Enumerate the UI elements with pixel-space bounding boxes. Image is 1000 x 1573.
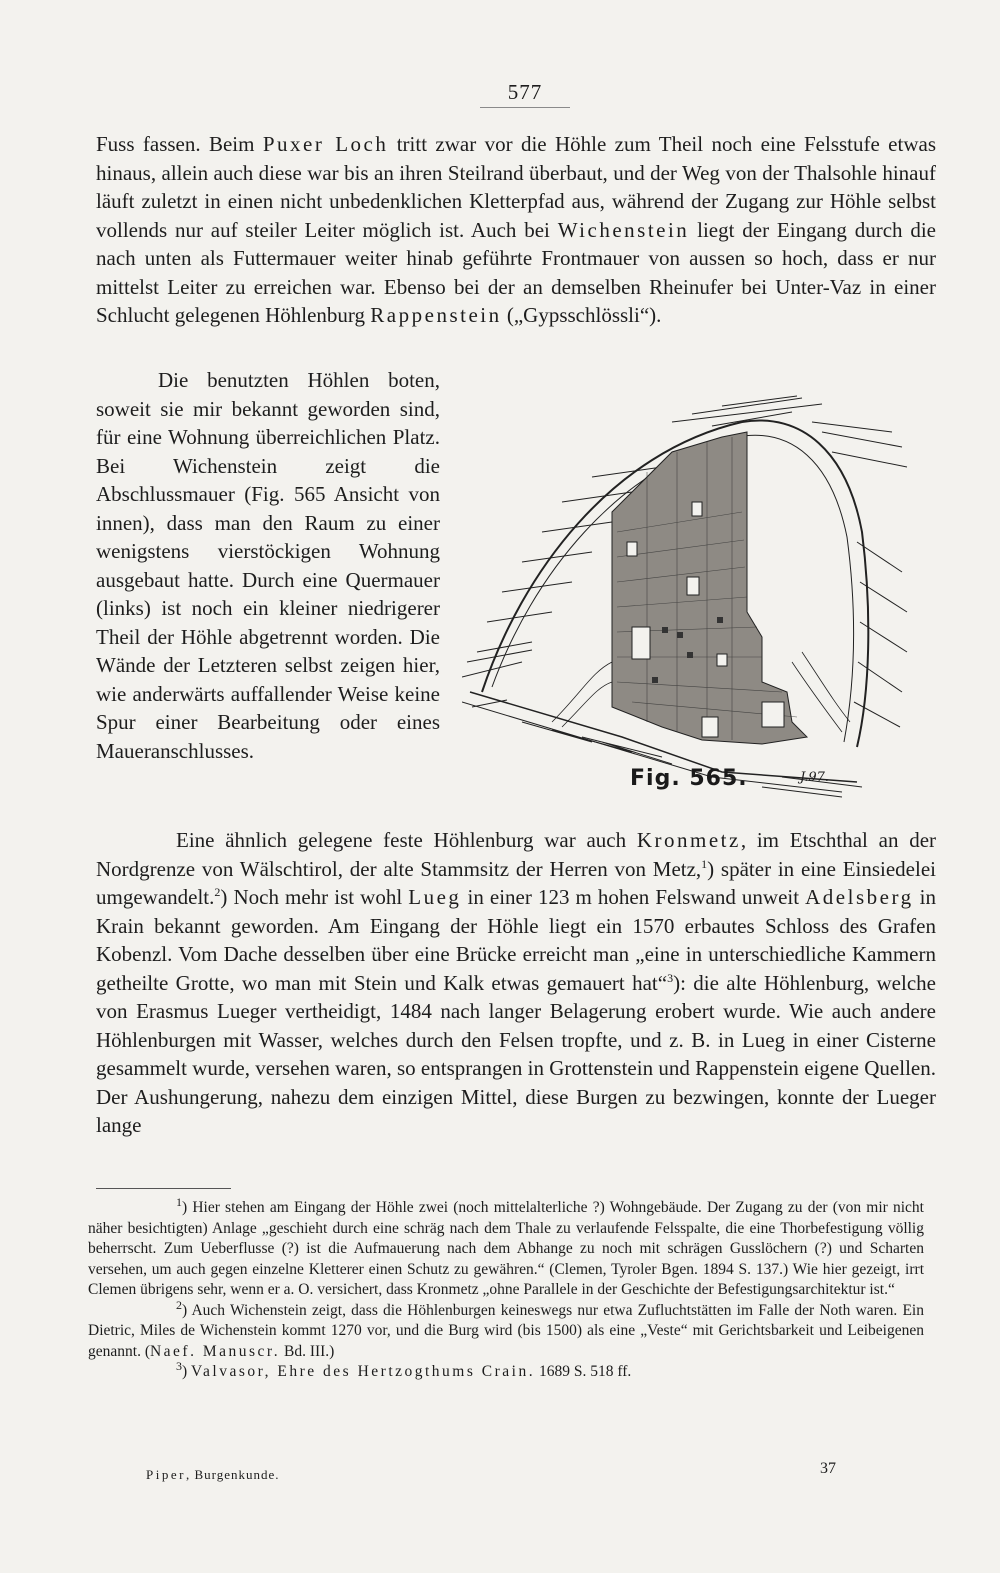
text-run: ) später in eine Einsiedelei umgewandelt. — [96, 856, 936, 909]
place-name: Rappenstein — [370, 303, 502, 327]
signature-line — [146, 1467, 280, 1483]
footnote-text: Bd. III.) — [280, 1342, 335, 1360]
footnote-text: ) Hier stehen am Eingang der Höhle zwei (noch mittelalterliche ?) Wohngebäude. Der Zugang zu der (von mir nicht näher besichtigten) Anlage „geschieht durch eine schräg nach dem Thale zu verlaufende Felsspalte, die eine Thorbefestigung völlig beherrscht. Zum Ueberflusse (?) ist die Aufmauerung nach dem Abhange zu noch mit schrägen Gusslöchern (?) und Scharten versehen, um auch gegen einzelne Kletterer einen Schutz zu gewähren.“ (Clemen, Tyroler Bgen. 1894 S. 137.) Wie hier gezeigt, irrt Clemen übrigens sehr, wenn er a. O. versichert, dass Kronmetz „ohne Parallele in der Geschichte der Befestigungsarchitektur ist.“ — [88, 1199, 924, 1298]
text-run: , im Etschthal an der Nordgrenze von Wälschtirol, der alte Stammsitz der Herren von Metz, — [96, 828, 937, 881]
footnote-ref: 2 — [214, 885, 221, 899]
footnote-2 — [88, 1297, 924, 1363]
page-number: 577 — [480, 80, 570, 108]
footnote-mark: 3 — [176, 1358, 182, 1373]
left-column-paragraph — [96, 366, 440, 765]
place-name: Puxer Loch — [262, 132, 389, 156]
footnote-text: Naef. Manuscr. — [149, 1342, 281, 1360]
place-name: Lueg — [408, 885, 462, 909]
author-name: Piper — [146, 1467, 186, 1482]
text-run: ) Noch mehr ist wohl — [220, 885, 409, 909]
footnote-text: Valvasor, Ehre des Hertzogthums Crain. — [191, 1363, 536, 1380]
text-run: Eine ähnlich gelegene feste Höhlenburg war auch — [176, 828, 637, 852]
footnote-ref: 3 — [667, 970, 674, 985]
footnote-mark: 2 — [176, 1297, 182, 1312]
sheet-signature: 37 — [820, 1460, 836, 1477]
text-run: („Gypsschlössli“). — [501, 303, 662, 327]
figure-caption: Fig. 565. — [630, 766, 748, 791]
place-name: Adelsberg — [805, 885, 914, 909]
footnote-text: 1689 S. 518 ff. — [535, 1363, 632, 1380]
place-name: Kronmetz — [636, 828, 741, 852]
footnote-text: ) Auch Wichenstein zeigt, dass die Höhlenburgen keineswegs nur etwa Zufluchtstätten im Falle der Noth waren. Ein Dietric, Miles de Wichenstein kommt 1270 vor, und die Burg wird (bis 1500) als eine „Veste“ mit Gerichtsbarkeit und Leibeigenen genannt. ( — [88, 1301, 924, 1360]
footnote-mark: 1 — [176, 1194, 182, 1209]
place-name: Wichenstein — [557, 217, 690, 242]
text-run: tritt zwar vor die Höhle zum Theil noch eine Felsstufe etwas hinaus, allein auch diese war bis an ihren Steilrand überbaut, und der Weg von der Thalsohle hinauf läuft zuletzt in einen nicht unbedenklichen Kletterpfad aus, während der Zugang zur Höhle selbst vollends nur auf steiler Leiter möglich ist. Auch bei — [96, 132, 936, 242]
text-run: in Krain bekannt geworden. Am Eingang der Höhle liegt ein 1570 erbautes Schloss des Grafen Kobenzl. Vom Dache desselben über eine Brücke erreicht man „eine in unterschiedliche Kammern getheilte Grotte, wo man mit Stein und Kalk etwas gemauert hat“ — [96, 885, 936, 995]
top-paragraph — [96, 130, 936, 330]
bottom-paragraph — [96, 826, 936, 1140]
footnotes — [88, 1194, 924, 1383]
footnote-text: ) — [182, 1363, 192, 1380]
footnote-1 — [88, 1194, 924, 1301]
artist-signature: J.97. — [800, 770, 830, 785]
figure-565 — [462, 392, 917, 817]
cave-ruin-illustration — [462, 392, 917, 817]
footnote-ref: 1 — [701, 856, 708, 871]
text-run: Fuss fassen. Beim — [96, 132, 263, 156]
text-run: in einer 123 m hohen Felswand unweit — [461, 885, 806, 909]
text-run: liegt der Eingang durch die nach unten als Futtermauer weiter hinab geführte Frontmauer von aussen so hoch, dass er nur mittelst Leiter zu erreichen war. Ebenso bei der an demselben Rheinufer bei Unter-Vaz in einer Schlucht gelegenen Höhlenburg — [96, 217, 936, 327]
footnote-divider — [96, 1188, 231, 1189]
text-run: ): die alte Höhlenburg, welche von Erasmus Lueger vertheidigt, 1484 nach langer Belagerung erobert wurde. Wie auch andere Höhlenburgen mit Wasser, welches durch den Felsen tropfte, und z. B. in Lueg in einer Cisterne gesammelt wurde, versehen waren, so entsprangen in Grottenstein und Rappenstein eigene Quellen. Der Aushungerung, nahezu dem einzigen Mittel, diese Burgen zu bezwingen, konnte der Lueger lange — [96, 970, 936, 1137]
book-title: , Burgenkunde. — [185, 1467, 280, 1482]
footnote-3 — [88, 1358, 924, 1383]
paragraph-text: Die benutzten Höhlen boten, soweit sie mir bekannt geworden sind, für eine Wohnung überreichlichen Platz. Bei Wichenstein zeigt die Abschlussmauer (Fig. 565 Ansicht von innen), dass man den Raum zu einer wenigstens vierstöckigen Wohnung ausgebaut hatte. Durch eine Quermauer (links) ist noch ein kleiner niedrigerer Theil der Höhle abgetrennt worden. Die Wände der Letzteren selbst zeigen hier, wie anderwärts auffallender Weise keine Spur einer Bearbeitung oder eines Maueranschlusses. — [96, 368, 440, 763]
